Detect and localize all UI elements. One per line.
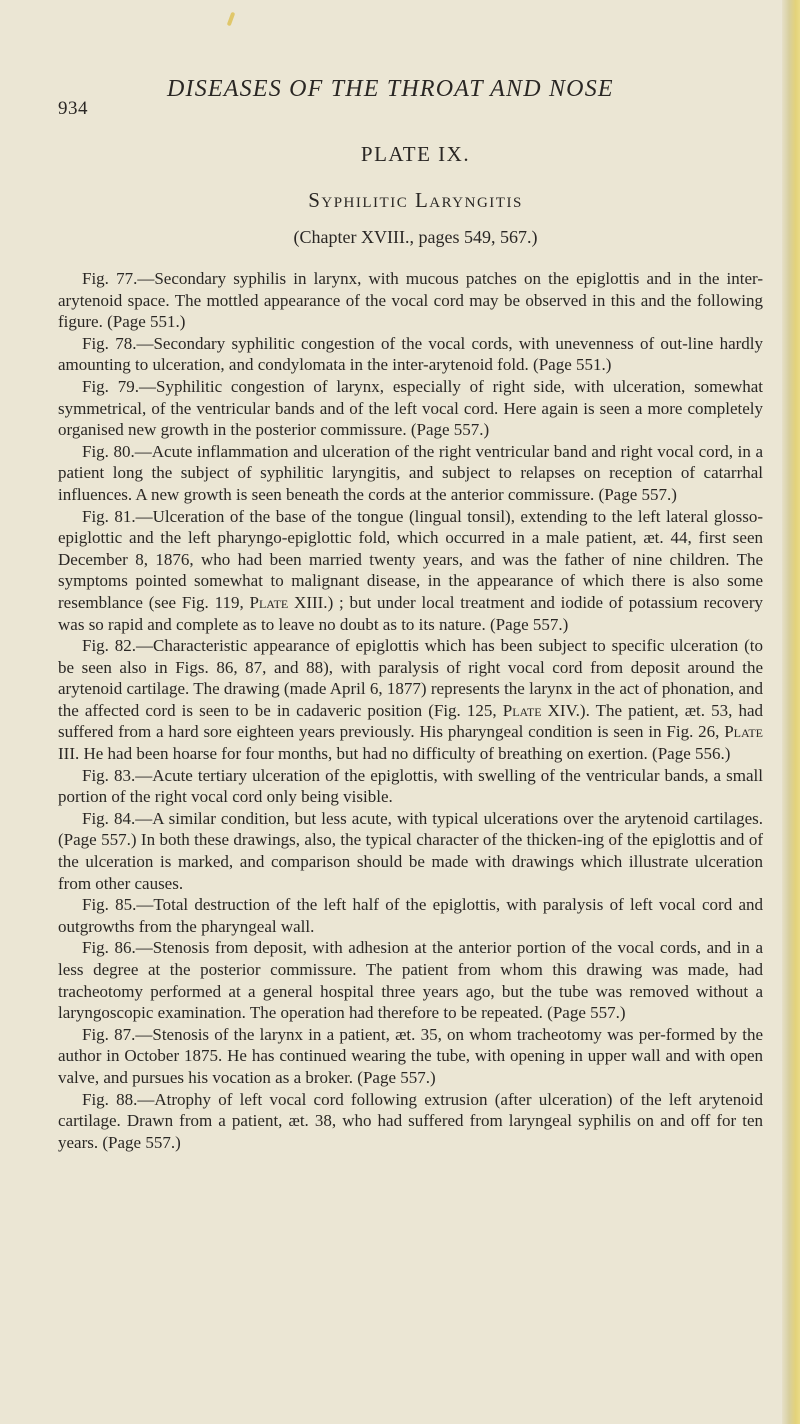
fig-83-description: Fig. 83.—Acute tertiary ulceration of the epiglottis, with swelling of the ventricular bands, a small portion of the right vocal cord only being visible.	[58, 765, 763, 807]
fig-82-text-end: He had been hoarse for four months, but had no difficulty of breathing on exertion. (Page 556.)	[79, 744, 731, 764]
fig-80-description: Fig. 80.—Acute inflammation and ulceration of the right ventricular band and right vocal cord, in a patient long the subject of syphilitic laryngitis, and subject to relapses on reception of catarrhal influences. A new growth is seen beneath the cords at the anterior commissure. (Page 557.)	[58, 441, 763, 504]
plate-subtitle: Syphilitic Laryngitis	[308, 188, 523, 212]
paper-speck	[227, 12, 236, 27]
running-head: DISEASES OF THE THROAT AND NOSE	[167, 76, 614, 102]
fig-85-description: Fig. 85.—Total destruction of the left half of the epiglottis, with paralysis of left vocal cord and outgrowths from the pharyngeal wall.	[58, 895, 763, 936]
page-number: 934	[58, 98, 88, 119]
fig-84-description: Fig. 84.—A similar condition, but less acute, with typical ulcerations over the arytenoid cartilages. (Page 557.) In both these drawings, also, the typical character of the thicken-ing of the epiglottis and of the ulceration is marked, and comparison should be made with drawings which illustrate ulceration from other causes.	[58, 808, 763, 893]
fig-81-text-end: ) ; but under local treatment and iodide of potassium recovery was so rapid and complete as to leave no doubt as to its nature. (Page 557.)	[58, 592, 763, 634]
fig-82-text-middle: ). The patient, æt. 53, had suffered from a hard sore eighteen years previously. His pharyngeal condition is seen in Fig. 26,	[58, 700, 764, 742]
plate-iii-reference: Plate III.	[58, 722, 763, 764]
plate-xiii-reference: Plate XIII.	[249, 592, 328, 612]
plate-reference: (Chapter XVIII., pages 549, 567.)	[293, 227, 538, 247]
page-header	[58, 76, 773, 119]
fig-86-description: Fig. 86.—Stenosis from deposit, with adhesion at the anterior portion of the vocal cords, and in a less degree at the posterior commissure. The patient from whom this drawing was made, had tracheotomy performed at a general hospital three years ago, but the tube was removed without a laryngoscopic examination. The operation had therefore to be repeated. (Page 557.)	[58, 938, 763, 1023]
fig-79-description: Fig. 79.—Syphilitic congestion of larynx, especially of right side, with ulceration, somewhat symmetrical, of the ventricular bands and of the left vocal cord. Here again is seen a more completely organised new growth in the posterior commissure. (Page 557.)	[58, 376, 763, 440]
fig-78-description: Fig. 78.—Secondary syphilitic congestion of the vocal cords, with unevenness of out-line hardly amounting to ulceration, and condylomata in the inter-arytenoid fold. (Page 551.)	[58, 333, 763, 375]
page-edge	[782, 0, 800, 1424]
fig-82-description	[58, 635, 763, 765]
fig-82-text-start: Fig. 82.—Characteristic appearance of epiglottis which has been subject to specific ulceration (to be seen also in Figs. 86, 87, and 88), with paralysis of right vocal cord from deposit around the arytenoid cartilage. The drawing (made April 6, 1877) represents the larynx in the act of phonation, and the affected cord is seen to be in cadaveric position (Fig. 125,	[58, 636, 763, 720]
plate-xiv-reference: Plate XIV.	[502, 700, 580, 720]
fig-81-description	[58, 506, 763, 636]
plate-title: PLATE IX.	[360, 142, 471, 166]
fig-87-description: Fig. 87.—Stenosis of the larynx in a patient, æt. 35, on whom tracheotomy was per-formed by the author in October 1875. He has continued wearing the tube, with opening in upper wall and with open valve, and pursues his vocation as a broker. (Page 557.)	[58, 1024, 763, 1087]
figure-descriptions	[58, 268, 763, 1153]
fig-77-description: Fig. 77.—Secondary syphilis in larynx, with mucous patches on the epiglottis and in the inter-arytenoid space. The mottled appearance of the vocal cord may be observed in this and the following figure. (Page 551.)	[58, 269, 763, 332]
fig-81-text-start: Fig. 81.—Ulceration of the base of the tongue (lingual tonsil), extending to the left lateral glosso-epiglottic and the left pharyngo-epiglottic fold, which occurred in a male patient, æt. 44, first seen December 8, 1876, who had been married twenty years, and was the father of nine children. The symptoms pointed somewhat to malignant disease, in the appearance of which there is also some resemblance (see Fig. 119,	[58, 506, 763, 612]
fig-88-description: Fig. 88.—Atrophy of left vocal cord following extrusion (after ulceration) of the left arytenoid cartilage. Drawn from a patient, æt. 38, who had suffered from laryngeal syphilis on and off for ten years. (Page 557.)	[58, 1089, 763, 1152]
